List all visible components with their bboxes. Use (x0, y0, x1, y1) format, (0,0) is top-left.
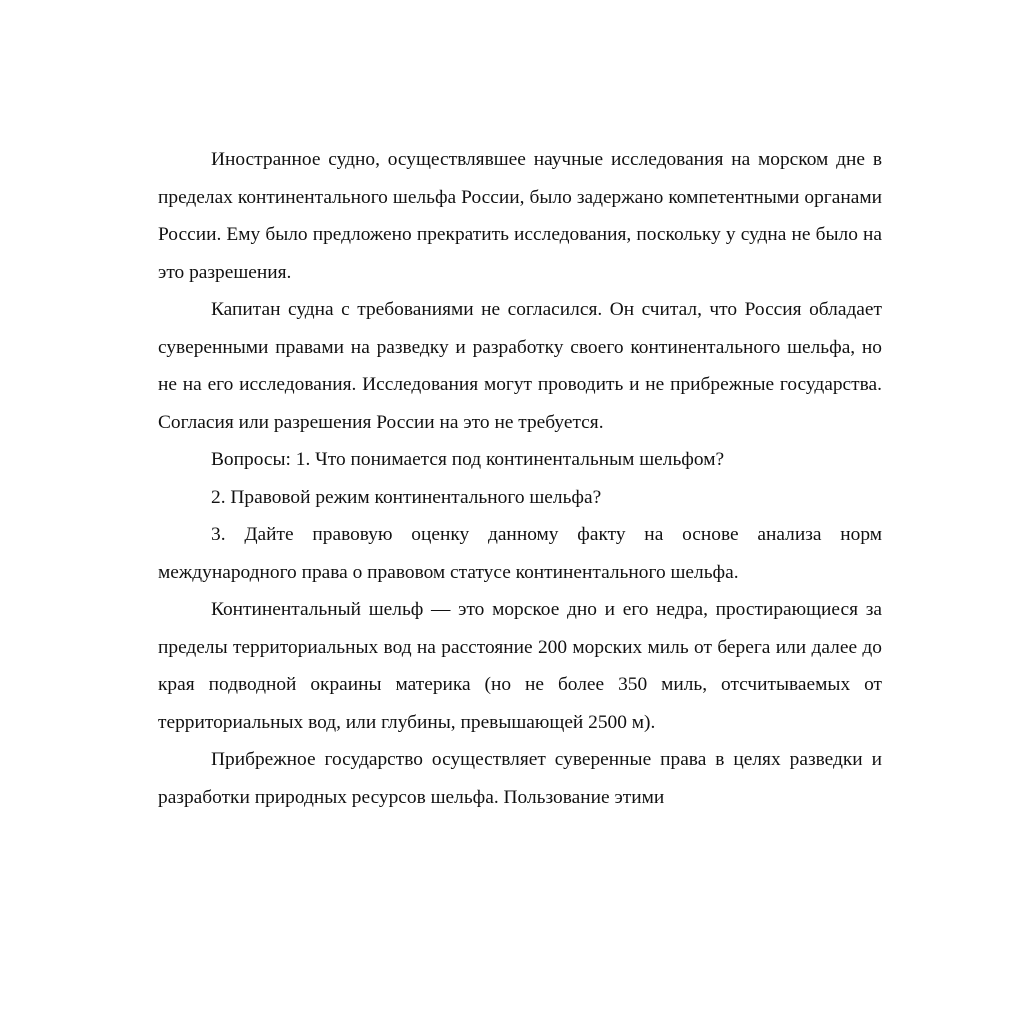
paragraph-captain-objection: Капитан судна с требованиями не согласился. Он считал, что Россия обладает суверенными правами на разведку и разработку своего континентального шельфа, но не на его исследования. Исследования могут проводить и не прибрежные государства. Согласия или разрешения России на это не требуется. (158, 299, 882, 433)
paragraph-question-2: 2. Правовой режим континентального шельфа? (211, 486, 602, 508)
paragraph-case-description: Иностранное судно, осуществлявшее научные исследования на морском дне в пределах континентального шельфа России, было задержано компетентными органами России. Ему было предложено прекратить исследования, поскольку у судна не было на это разрешения. (158, 149, 882, 283)
paragraph-question-3: 3. Дайте правовую оценку данному факту на основе анализа норм международного права о правовом статусе континентального шельфа. (158, 524, 882, 583)
paragraph-shelf-definition: Континентальный шельф — это морское дно и его недра, простирающиеся за пределы территориальных вод на расстояние 200 морских миль от берега или далее до края подводной окраины материка (но не более 350 миль, отсчитываемых от территориальных вод, или глубины, превышающей 2500 м). (158, 599, 882, 733)
document-body (158, 141, 882, 870)
paragraph-sovereign-rights: Прибрежное государство осуществляет суверенные права в целях разведки и разработки природных ресурсов шельфа. Пользование этими (158, 749, 882, 808)
paragraph-question-1: Вопросы: 1. Что понимается под континентальным шельфом? (211, 449, 725, 470)
